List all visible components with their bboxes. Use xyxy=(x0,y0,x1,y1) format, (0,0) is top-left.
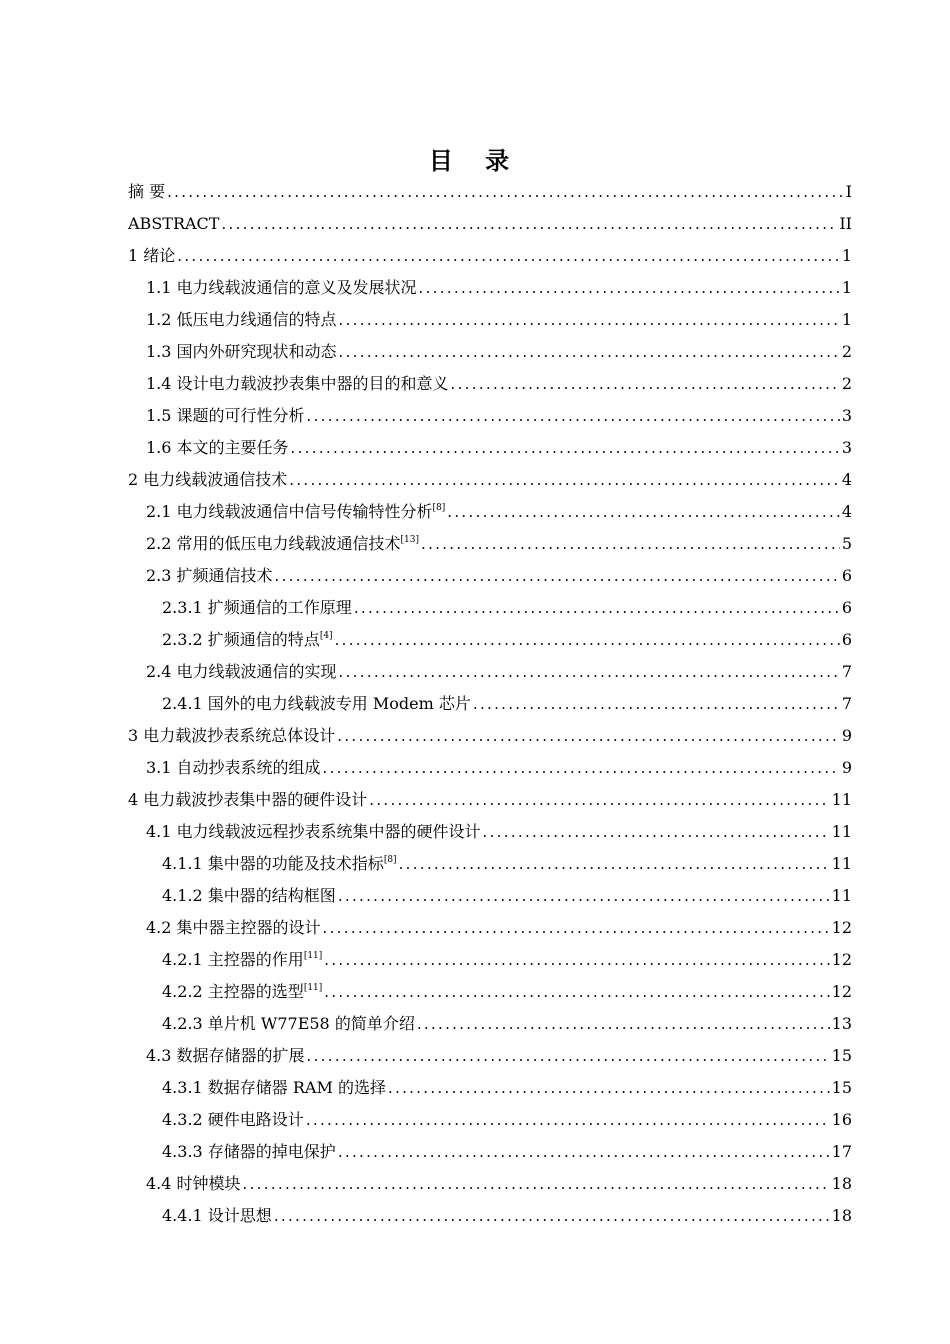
toc-entry-label xyxy=(146,496,445,528)
toc-page-number: 2 xyxy=(841,342,852,361)
toc-entry-label xyxy=(146,1168,241,1200)
toc-page-number: 4 xyxy=(841,470,852,489)
toc-entry-label xyxy=(146,752,321,784)
toc-entry-title: 2.3.1 扩频通信的工作原理 xyxy=(162,598,352,617)
dot-leader xyxy=(289,464,840,496)
toc-page-number: 9 xyxy=(841,726,852,745)
dot-leader xyxy=(388,1072,830,1104)
toc-entry-title: 摘 要 xyxy=(128,182,166,201)
dot-leader xyxy=(447,496,840,528)
toc-entry[interactable] xyxy=(128,176,852,208)
dot-leader xyxy=(167,176,842,208)
toc-entry[interactable] xyxy=(128,400,852,432)
dot-leader xyxy=(177,240,840,272)
dot-leader xyxy=(291,432,840,464)
toc-entry[interactable] xyxy=(128,944,852,976)
toc-page-number: 18 xyxy=(831,1206,852,1225)
dot-leader xyxy=(221,208,837,240)
toc-entry[interactable] xyxy=(128,752,852,784)
dot-leader xyxy=(339,336,840,368)
dot-leader xyxy=(323,752,840,784)
toc-entry[interactable] xyxy=(128,912,852,944)
toc-entry-label xyxy=(146,560,273,592)
toc-entry-title: 4.1.2 集中器的结构框图 xyxy=(162,886,336,905)
toc-entry[interactable] xyxy=(128,880,852,912)
toc-entry-title: 3.1 自动抄表系统的组成 xyxy=(146,758,321,777)
toc-entry-label xyxy=(146,1040,305,1072)
dot-leader xyxy=(337,720,840,752)
toc-entry[interactable] xyxy=(128,528,852,560)
toc-entry[interactable] xyxy=(128,976,852,1008)
toc-entry[interactable] xyxy=(128,336,852,368)
citation-marker: [11] xyxy=(303,951,323,961)
toc-entry-title: 3 电力载波抄表系统总体设计 xyxy=(128,726,336,745)
toc-entry-title: 4.3.3 存储器的掉电保护 xyxy=(162,1142,336,1161)
toc-page-number: 18 xyxy=(831,1174,852,1193)
toc-entry-title: 4.2.2 主控器的选型 xyxy=(162,982,304,1001)
toc-entry-title: 1.6 本文的主要任务 xyxy=(146,438,289,457)
toc-entry-title: 4 电力载波抄表集中器的硬件设计 xyxy=(128,790,368,809)
dot-leader xyxy=(323,912,830,944)
toc-entry-label xyxy=(162,1104,304,1136)
toc-page-number: 1 xyxy=(841,310,852,329)
citation-marker: [4] xyxy=(319,631,333,641)
dot-leader xyxy=(324,976,829,1008)
toc-entry[interactable] xyxy=(128,240,852,272)
toc-entry-label xyxy=(146,816,481,848)
toc-entry[interactable] xyxy=(128,496,852,528)
toc-entry-title: 2 电力线载波通信技术 xyxy=(128,470,288,489)
toc-entry-label xyxy=(162,880,336,912)
dot-leader xyxy=(417,1008,830,1040)
toc-entry[interactable] xyxy=(128,848,852,880)
toc-page-number: 17 xyxy=(831,1142,852,1161)
toc-entry-title: 1.3 国内外研究现状和动态 xyxy=(146,342,337,361)
toc-entry-label xyxy=(128,464,287,496)
toc-entry[interactable] xyxy=(128,656,852,688)
dot-leader xyxy=(307,1040,830,1072)
toc-entry-label xyxy=(128,208,219,240)
toc-entry[interactable] xyxy=(128,1040,852,1072)
toc-entry[interactable] xyxy=(128,464,852,496)
toc-entry-title: ABSTRACT xyxy=(128,214,220,233)
dot-leader xyxy=(483,816,830,848)
toc-entry-title: 4.1.1 集中器的功能及技术指标 xyxy=(162,854,384,873)
toc-entry-label xyxy=(128,720,335,752)
toc-entry-label xyxy=(128,784,367,816)
toc-entry[interactable] xyxy=(128,624,852,656)
dot-leader xyxy=(338,880,830,912)
toc-page-number: 11 xyxy=(831,854,852,873)
toc-entry-label xyxy=(146,912,321,944)
dot-leader xyxy=(419,272,840,304)
dot-leader xyxy=(354,592,840,624)
toc-entry-label xyxy=(146,400,305,432)
toc-page-number: 11 xyxy=(831,886,852,905)
toc-entry-label xyxy=(162,1008,415,1040)
toc-entry-label xyxy=(162,1136,336,1168)
toc-page-number: 16 xyxy=(831,1110,852,1129)
toc-page-number: 15 xyxy=(831,1046,852,1065)
dot-leader xyxy=(473,688,840,720)
toc-entry[interactable] xyxy=(128,784,852,816)
toc-entry-title: 4.3.2 硬件电路设计 xyxy=(162,1110,304,1129)
toc-entry-label xyxy=(128,176,165,208)
toc-page-number: 7 xyxy=(841,662,852,681)
toc-entry-title: 2.3.2 扩频通信的特点 xyxy=(162,630,320,649)
toc-entry-label xyxy=(146,336,337,368)
toc-entry-title: 4.4.1 设计思想 xyxy=(162,1206,272,1225)
toc-entry[interactable] xyxy=(128,720,852,752)
toc-entry-title: 2.4 电力线载波通信的实现 xyxy=(146,662,337,681)
toc-entry-title: 4.2.3 单片机 W77E58 的简单介绍 xyxy=(162,1014,415,1033)
toc-page-number: 4 xyxy=(841,502,852,521)
toc-page-number: 12 xyxy=(831,950,852,969)
toc-entry-title: 1.5 课题的可行性分析 xyxy=(146,406,305,425)
toc-entry-label xyxy=(162,848,397,880)
toc-entry-title: 4.2.1 主控器的作用 xyxy=(162,950,304,969)
toc-entry[interactable] xyxy=(128,1200,852,1232)
toc-entry-title: 2.4.1 国外的电力线载波专用 Modem 芯片 xyxy=(162,694,471,713)
toc-entry[interactable] xyxy=(128,1104,852,1136)
toc-page-number: 3 xyxy=(841,438,852,457)
dot-leader xyxy=(324,944,829,976)
table-of-contents xyxy=(128,176,852,1232)
dot-leader xyxy=(451,368,840,400)
dot-leader xyxy=(339,304,840,336)
toc-entry[interactable] xyxy=(128,432,852,464)
toc-entry-label xyxy=(162,688,471,720)
toc-entry-label xyxy=(162,944,322,976)
citation-marker: [13] xyxy=(400,535,420,545)
toc-entry[interactable] xyxy=(128,1168,852,1200)
toc-page-number: 1 xyxy=(841,246,852,265)
toc-entry[interactable] xyxy=(128,1072,852,1104)
toc-page-number: 6 xyxy=(841,630,852,649)
dot-leader xyxy=(421,528,840,560)
toc-entry[interactable] xyxy=(128,592,852,624)
toc-entry-title: 1.2 低压电力线通信的特点 xyxy=(146,310,337,329)
dot-leader xyxy=(369,784,829,816)
toc-entry-label xyxy=(146,368,449,400)
toc-page-number: 6 xyxy=(841,598,852,617)
dot-leader xyxy=(307,400,840,432)
toc-page-number: 7 xyxy=(841,694,852,713)
toc-entry-title: 4.3 数据存储器的扩展 xyxy=(146,1046,305,1065)
dot-leader xyxy=(275,560,840,592)
toc-page-number: 11 xyxy=(831,822,852,841)
toc-page-number: 2 xyxy=(841,374,852,393)
toc-entry-title: 2.3 扩频通信技术 xyxy=(146,566,273,585)
toc-entry-title: 4.4 时钟模块 xyxy=(146,1174,241,1193)
toc-page-number: II xyxy=(839,214,852,233)
toc-entry-title: 1 绪论 xyxy=(128,246,176,265)
toc-title: 目 录 xyxy=(428,147,522,175)
toc-page-number: 3 xyxy=(841,406,852,425)
toc-page-number: 13 xyxy=(831,1014,852,1033)
toc-page-number: 12 xyxy=(831,918,852,937)
toc-page-number: 11 xyxy=(831,790,852,809)
toc-entry[interactable] xyxy=(128,1008,852,1040)
toc-entry-title: 2.2 常用的低压电力线载波通信技术 xyxy=(146,534,401,553)
toc-page-number: 5 xyxy=(841,534,852,553)
toc-entry-label xyxy=(162,976,322,1008)
toc-page-number: 12 xyxy=(831,982,852,1001)
dot-leader xyxy=(338,1136,830,1168)
toc-entry[interactable] xyxy=(128,1136,852,1168)
toc-entry-label xyxy=(146,304,337,336)
toc-entry-label xyxy=(162,1072,386,1104)
toc-entry-title: 4.1 电力线载波远程抄表系统集中器的硬件设计 xyxy=(146,822,481,841)
toc-entry[interactable] xyxy=(128,368,852,400)
toc-page-number: 9 xyxy=(841,758,852,777)
dot-leader xyxy=(243,1168,830,1200)
toc-entry[interactable] xyxy=(128,560,852,592)
dot-leader xyxy=(335,624,840,656)
toc-entry[interactable] xyxy=(128,304,852,336)
citation-marker: [8] xyxy=(432,503,446,513)
toc-entry-label xyxy=(162,1200,272,1232)
toc-page-number: 15 xyxy=(831,1078,852,1097)
toc-entry-label xyxy=(146,432,289,464)
toc-entry-title: 4.2 集中器主控器的设计 xyxy=(146,918,321,937)
dot-leader xyxy=(306,1104,830,1136)
toc-entry-title: 1.1 电力线载波通信的意义及发展状况 xyxy=(146,278,417,297)
toc-entry-title: 4.3.1 数据存储器 RAM 的选择 xyxy=(162,1078,386,1097)
toc-entry-label xyxy=(162,592,352,624)
dot-leader xyxy=(339,656,840,688)
toc-entry[interactable] xyxy=(128,272,852,304)
toc-entry-label xyxy=(146,272,417,304)
toc-entry-label xyxy=(162,624,333,656)
toc-entry[interactable] xyxy=(128,688,852,720)
toc-entry-label xyxy=(146,528,419,560)
citation-marker: [8] xyxy=(383,855,397,865)
toc-page-number: 1 xyxy=(841,278,852,297)
toc-page-number: I xyxy=(845,182,852,201)
toc-entry[interactable] xyxy=(128,208,852,240)
toc-entry-title: 1.4 设计电力载波抄表集中器的目的和意义 xyxy=(146,374,449,393)
toc-entry-label xyxy=(146,656,337,688)
toc-entry-label xyxy=(128,240,175,272)
dot-leader xyxy=(274,1200,830,1232)
citation-marker: [11] xyxy=(303,983,323,993)
toc-page-number: 6 xyxy=(841,566,852,585)
toc-entry[interactable] xyxy=(128,816,852,848)
toc-entry-title: 2.1 电力线载波通信中信号传输特性分析 xyxy=(146,502,433,521)
dot-leader xyxy=(399,848,830,880)
